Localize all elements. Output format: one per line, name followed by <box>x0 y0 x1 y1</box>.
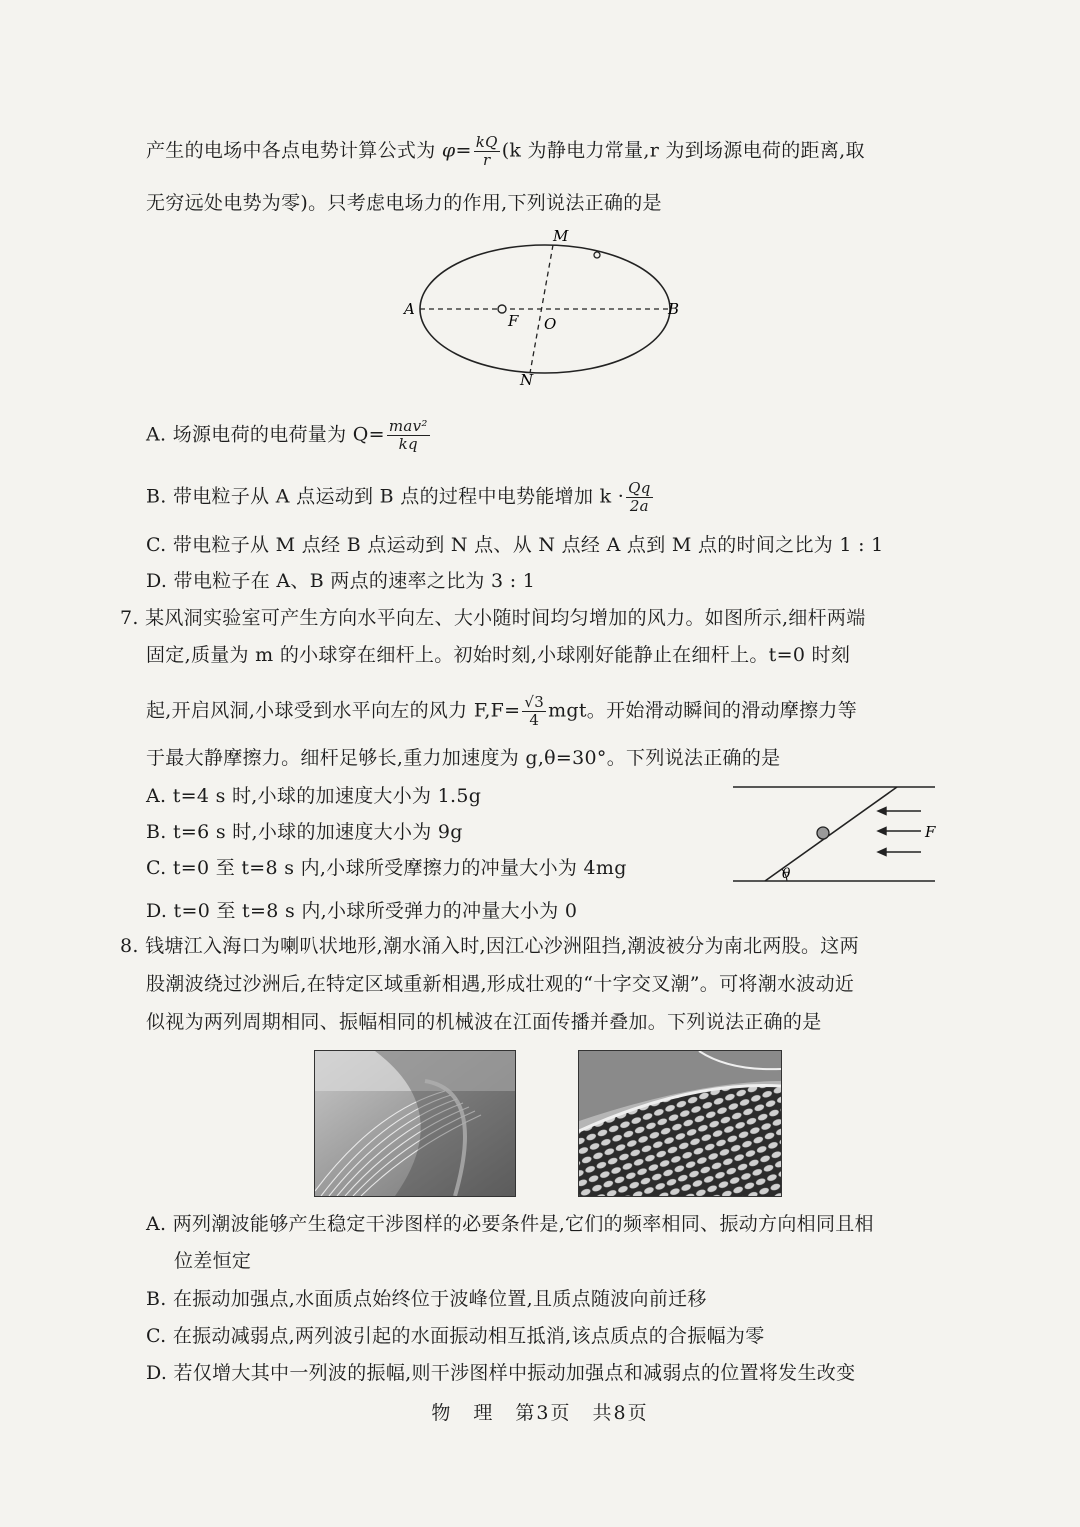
q7-option-b: B. t=6 s 时,小球的加速度大小为 9g <box>146 821 463 843</box>
fraction-denominator: kq <box>398 435 418 453</box>
fraction-numerator: Qq <box>628 479 651 497</box>
moving-particle <box>594 252 600 258</box>
potential-fraction <box>474 134 500 169</box>
ball <box>817 827 829 839</box>
q6-option-c: C. 带电粒子从 M 点经 B 点运动到 N 点、从 N 点经 A 点到 M 点的时间之比为 1 : 1 <box>146 534 884 556</box>
q6-intro-text-after: (k 为静电力常量,r 为到场源电荷的距离,取 <box>501 139 865 162</box>
q6-intro-line1 <box>146 134 865 169</box>
equals-sign: = <box>368 423 385 446</box>
q7-stem-line4: 于最大静摩擦力。细杆足够长,重力加速度为 g,θ=30°。下列说法正确的是 <box>146 747 781 769</box>
page-footer: 物 理 第3页 共8页 <box>431 1402 649 1424</box>
sqrt3-over-4-fraction <box>522 694 546 729</box>
label-o: O <box>544 315 557 333</box>
q7-option-a: A. t=4 s 时,小球的加速度大小为 1.5g <box>146 785 482 807</box>
label-m: M <box>553 227 569 245</box>
q8-option-c: C. 在振动减弱点,两列波引起的水面振动相互抵消,该点质点的合振幅为零 <box>146 1325 765 1347</box>
option-text: B. 带电粒子从 A 点运动到 B 点的过程中电势能增加 k · <box>146 485 625 508</box>
q8-option-b: B. 在振动加强点,水面质点始终位于波峰位置,且质点随波向前迁移 <box>146 1288 707 1310</box>
ellipse-orbit-figure <box>400 225 690 395</box>
q7-stem-text-after: mgt。开始滑动瞬间的滑动摩擦力等 <box>548 699 858 722</box>
option-fraction <box>626 480 653 515</box>
fraction-numerator: √3 <box>524 693 545 711</box>
q8-stem-line2: 股潮波绕过沙洲后,在特定区域重新相遇,形成壮观的“十字交叉潮”。可将潮水波动近 <box>146 973 855 995</box>
label-f: F <box>508 312 519 330</box>
q6-intro-text: 产生的电场中各点电势计算公式为 <box>146 139 442 162</box>
focus-charge <box>498 305 506 313</box>
q7-stem-line2: 固定,质量为 m 的小球穿在细杆上。初始时刻,小球刚好能静止在细杆上。t=0 时刻 <box>146 644 851 666</box>
force-label: F <box>925 823 936 841</box>
q7-option-c: C. t=0 至 t=8 s 内,小球所受摩擦力的冲量大小为 4mg <box>146 857 627 879</box>
tidal-bore-photo-left-image <box>315 1051 515 1196</box>
q8-stem-line3: 似视为两列周期相同、振幅相同的机械波在江面传播并叠加。下列说法正确的是 <box>146 1011 822 1033</box>
q7-option-d: D. t=0 至 t=8 s 内,小球所受弹力的冲量大小为 0 <box>146 900 578 922</box>
q7-stem-text: 起,开启风洞,小球受到水平向左的风力 F,F= <box>146 699 521 722</box>
q8-option-a-line1: A. 两列潮波能够产生稳定干涉图样的必要条件是,它们的频率相同、振动方向相同且相 <box>146 1213 874 1235</box>
q8-stem-line1: 8. 钱塘江入海口为喇叭状地形,潮水涌入时,因江心沙洲阻挡,潮波被分为南北两股。这两 <box>120 935 859 957</box>
wind-arrows <box>878 808 921 856</box>
wind-tunnel-figure <box>725 775 955 895</box>
label-a: A <box>404 300 415 318</box>
fraction-numerator: mav² <box>388 417 428 435</box>
label-b: B <box>668 300 680 318</box>
arrowhead-2 <box>878 828 886 835</box>
q8-option-d: D. 若仅增大其中一列波的振幅,则干涉图样中振动加强点和减弱点的位置将发生改变 <box>146 1362 856 1384</box>
fraction-numerator: kQ <box>475 133 498 151</box>
label-n: N <box>520 371 534 389</box>
q6-option-d: D. 带电粒子在 A、B 两点的速率之比为 3 : 1 <box>146 570 536 592</box>
fraction-denominator: 2a <box>629 497 649 515</box>
q6-option-b <box>146 480 655 515</box>
q6-intro-line2: 无穷远处电势为零)。只考虑电场力的作用,下列说法正确的是 <box>146 192 662 214</box>
tidal-bore-photo-left <box>314 1050 516 1197</box>
q7-stem-line1: 7. 某风洞实验室可产生方向水平向左、大小随时间均匀增加的风力。如图所示,细杆两端 <box>120 607 866 629</box>
arrowhead-3 <box>878 849 886 856</box>
q7-stem-line3 <box>146 694 857 729</box>
theta-label: θ <box>782 866 791 882</box>
fraction-denominator: r <box>482 151 491 169</box>
tidal-bore-photo-right <box>578 1050 782 1197</box>
q8-option-a-line2: 位差恒定 <box>174 1250 252 1272</box>
equals-sign: = <box>455 139 472 162</box>
option-fraction <box>387 418 430 453</box>
fraction-denominator: 4 <box>529 711 540 729</box>
arrowhead-1 <box>878 808 886 815</box>
q6-option-a <box>146 418 432 453</box>
phi-symbol: φ <box>441 139 456 162</box>
tidal-bore-photo-right-image <box>579 1051 781 1196</box>
option-text: A. 场源电荷的电荷量为 Q <box>146 423 369 446</box>
